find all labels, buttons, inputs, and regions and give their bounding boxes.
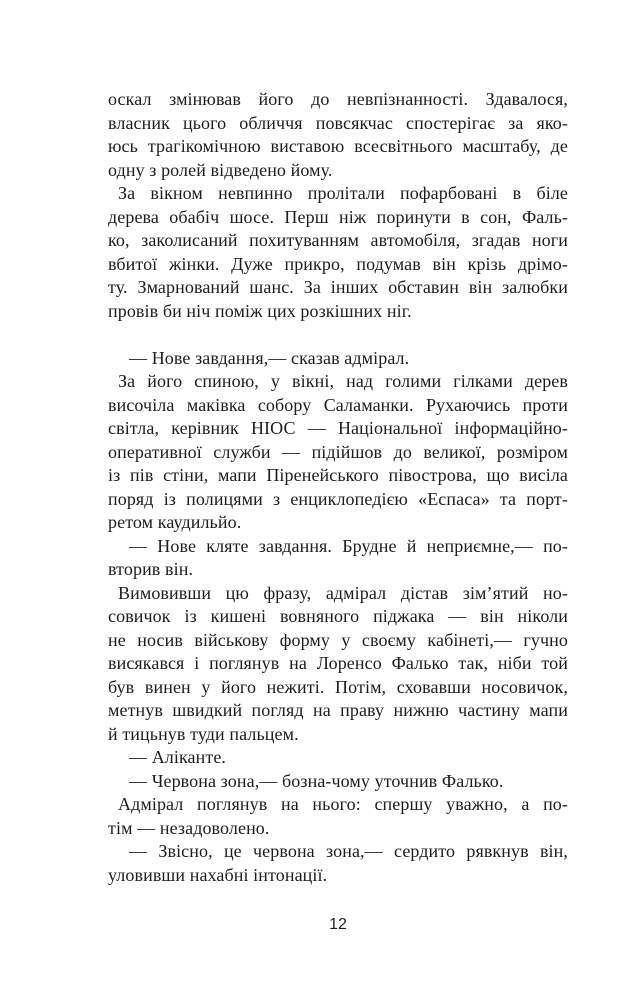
text-line: уловивши нахабні інтонації. [108,864,328,885]
text-line: поряд із полицями з енциклопедією «Еспаса» та порт- [108,488,568,509]
paragraph [108,88,568,182]
text-line: світла, керівник НІОС — Національної інформаційно- [108,418,568,438]
text-line: — Червона зона,— бозна-чому уточнив Фалько. [129,770,504,791]
text-line: висякався і поглянув на Лоренсо Фалько так, ніби той [108,653,568,673]
text-line: був винен у його нежиті. Потім, сховавши носовичок, [108,676,568,697]
paragraph-dialogue [108,840,568,887]
text-line: метнув швидкий погляд на праву нижню частину мапи [108,700,568,720]
text-line: — Аліканте. [129,747,227,767]
paragraph [108,582,568,747]
paragraph [108,793,568,840]
text-line: й тицьнув туди пальцем. [108,723,299,744]
paragraph [108,182,568,323]
text-block [108,88,568,887]
paragraph-dialogue [108,347,568,371]
text-line: ту. Змарнований шанс. За інших обставин він залюбки [108,277,568,297]
paragraph [108,370,568,535]
text-line: одну з ролей відведено йому. [108,159,333,180]
paragraph-dialogue [108,770,568,794]
text-line: вбитої жінки. Дуже прикро, подумав він крізь дрімо- [108,253,568,274]
text-line: вторив він. [108,559,194,579]
text-line: — Нове завдання,— сказав адмірал. [129,347,410,368]
text-line: — Звісно, це червона зона,— сердито рявкнув він, [129,841,568,861]
text-line: ретом каудильйо. [108,512,242,532]
text-line: не носив військову форму у своєму кабінеті,— гучно [108,629,568,650]
text-line: — Нове кляте завдання. Брудне й неприємне,— по- [129,535,568,556]
text-line: оскал змінював його до невпізнанності. Здавалося, [108,89,568,109]
paragraph-dialogue [108,746,568,770]
text-line: ко, заколисаний похитуванням автомобіля, згадав ноги [108,230,568,250]
text-line: тім — незадоволено. [108,817,270,838]
text-line: Адмірал поглянув на нього: спершу уважно, а по- [118,794,568,814]
text-line: оперативної служби — підійшов до великої, розміром [108,441,568,462]
text-line: височіла маківка собору Саламанки. Рухаючись проти [108,394,568,415]
text-line: дерева обабіч шосе. Перш ніж поринути в сон, Фаль- [108,206,568,227]
text-line: провів би ніч поміж цих розкішних ніг. [108,300,412,321]
text-line: совичок із кишені вовняного піджака — він ніколи [108,606,568,626]
text-line: юсь трагікомічною виставою всесвітнього масштабу, де [108,136,568,156]
text-line: За вікном невпинно пролітали пофарбовані в біле [118,183,568,203]
text-line: власник цього обличчя повсякчас спостерігає за яко- [108,112,568,133]
text-line: із пів стіни, мапи Піренейського півострова, що висіла [108,465,568,485]
page-number: 12 [329,916,347,933]
text-line: За його спиною, у вікні, над голими гілками дерев [118,371,568,391]
text-line: Вимовивши цю фразу, адмірал дістав зім’ятий но- [118,582,568,603]
paragraph-dialogue [108,535,568,582]
page-footer [108,916,568,934]
